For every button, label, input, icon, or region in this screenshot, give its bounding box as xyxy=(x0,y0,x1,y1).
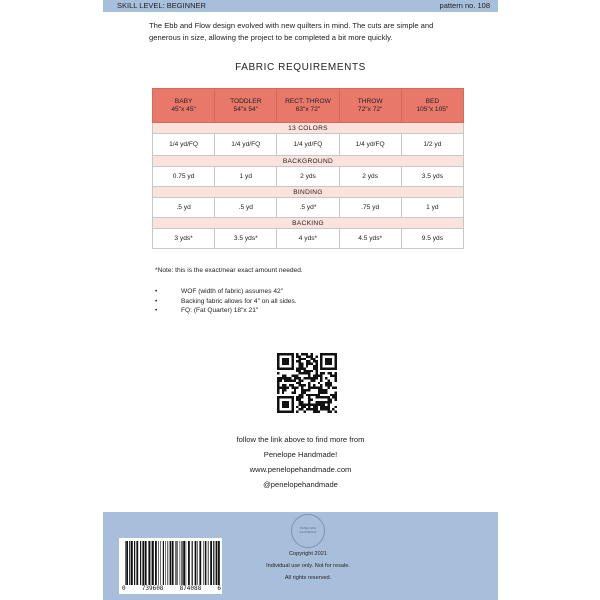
section-row: BACKING xyxy=(153,218,464,229)
top-bar xyxy=(103,0,498,12)
list-item: • WOF (width of fabric) assumes 42" xyxy=(155,288,284,295)
usage-note: Individual use only. Not for resale. xyxy=(266,563,350,569)
table-header-row xyxy=(153,89,464,123)
section-row: BINDING xyxy=(153,187,464,198)
col-header: RECT. THROW 63"x 72" xyxy=(277,89,339,123)
intro-paragraph: The Ebb and Flow design evolved with new quilters in mind. The cuts are simple and generous in size, allowing the project to be completed a bit more quickly. xyxy=(149,21,434,42)
table-row: 0.75 yd 1 yd 2 yds 2 yds 3.5 yds xyxy=(153,167,464,187)
brand-logo-icon: PENELOPE HANDMADE xyxy=(291,514,325,548)
col-header: BED 105"x 105" xyxy=(401,89,463,123)
barcode-icon xyxy=(119,538,222,594)
barcode-digits: 0 739608 874088 6 xyxy=(122,585,221,592)
follow-block xyxy=(103,432,498,492)
pattern-page xyxy=(103,0,498,600)
section-row: BACKGROUND xyxy=(153,156,464,167)
note-text: *Note: this is the exact/near exact amount needed. xyxy=(155,267,303,274)
website-link[interactable]: www.penelopehandmade.com xyxy=(249,465,352,474)
table-row: 3 yds* 3.5 yds* 4 yds* 4.5 yds* 9.5 yds xyxy=(153,229,464,249)
barcode-bars xyxy=(123,541,220,585)
table-row: 1/4 yd/FQ 1/4 yd/FQ 1/4 yd/FQ 1/4 yd/FQ 1/2 yd xyxy=(153,134,464,156)
skill-level: SKILL LEVEL: BEGINNER xyxy=(117,1,206,10)
social-handle[interactable]: @penelopehandmade xyxy=(263,480,338,489)
follow-brand: Penelope Handmade! xyxy=(263,450,338,459)
col-header: THROW 72"x 72" xyxy=(339,89,401,123)
table-row: .5 yd .5 yd .5 yd* .75 yd 1 yd xyxy=(153,198,464,218)
list-item: • Backing fabric allows for 4" on all sides. xyxy=(155,297,297,305)
col-header: BABY 45"x 45" xyxy=(153,89,215,123)
fabric-requirements-title: FABRIC REQUIREMENTS xyxy=(235,62,366,73)
notes-list xyxy=(155,287,297,316)
pattern-number: pattern no. 108 xyxy=(439,1,490,10)
copyright: Copyright 2021 xyxy=(289,551,327,557)
col-header: TODDLER 54"x 54" xyxy=(215,89,277,123)
bottom-bar xyxy=(103,512,498,600)
rights-note: All rights reserved. xyxy=(284,575,332,581)
copyright-block xyxy=(263,548,353,584)
fabric-requirements-table xyxy=(152,88,464,249)
follow-line: follow the link above to find more from xyxy=(236,435,365,444)
section-row: 13 COLORS xyxy=(153,123,464,134)
qr-code-icon[interactable] xyxy=(276,353,338,413)
list-item: • FQ: (Fat Quarter) 18"x 21" xyxy=(155,307,259,314)
